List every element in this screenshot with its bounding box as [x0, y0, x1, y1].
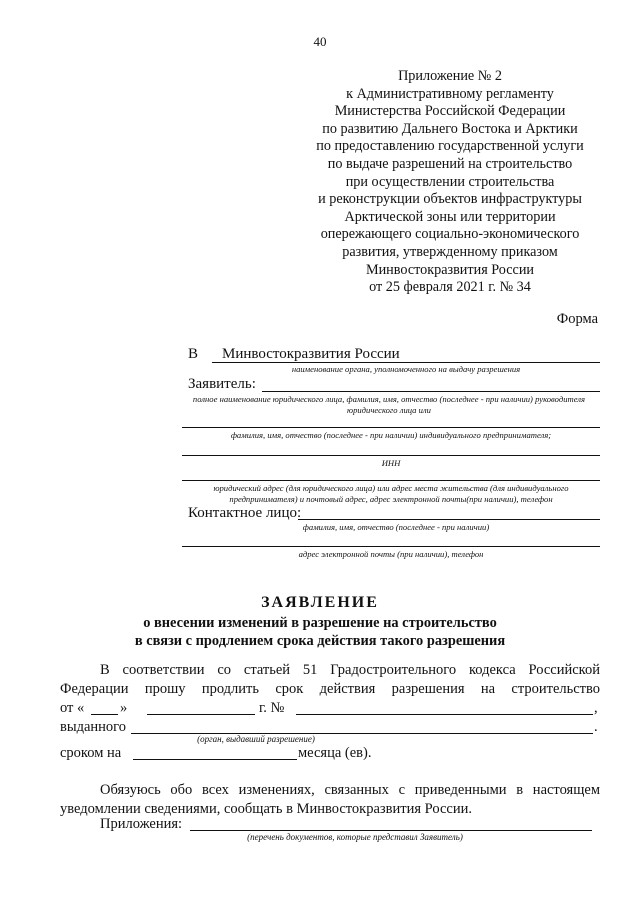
- to-caption: наименование органа, уполномоченного на выдачу разрешения: [291, 364, 521, 374]
- permit-number-field[interactable]: [296, 714, 593, 715]
- body-p2-line1: Обязуюсь обо всех изменениях, связанных с приведенными в настоящем: [100, 782, 600, 798]
- contact-email-line[interactable]: [182, 546, 600, 547]
- form-label: Форма: [556, 311, 598, 327]
- date-field[interactable]: [147, 714, 255, 715]
- appendix-line: по предоставлению государственной услуги: [316, 138, 584, 155]
- body-p1-line2: Федерации прошу продлить срок действия разрешения на строительство: [60, 681, 600, 697]
- to-line[interactable]: [212, 362, 600, 363]
- appendix-line: от 25 февраля 2021 г. № 34: [369, 279, 531, 296]
- from-label: от «: [60, 700, 85, 716]
- year-label: г. №: [259, 700, 285, 716]
- contact-line[interactable]: [298, 519, 600, 520]
- inn-caption: ИНН: [381, 458, 401, 468]
- body-p1-line1: В соответствии со статьей 51 Градостроительного кодекса Российской: [100, 662, 600, 678]
- ip-caption: фамилия, имя, отчество (последнее - при наличии) индивидуального предпринимателя;: [230, 430, 552, 440]
- to-prefix: В: [188, 346, 199, 362]
- appendix-line: Минвостокразвития России: [365, 261, 535, 278]
- appendix-line: и реконструкции объектов инфраструктуры: [318, 191, 582, 208]
- contact-label: Контактное лицо:: [188, 505, 302, 521]
- term-label: сроком на: [60, 745, 122, 761]
- contact-email-caption: адрес электронной почты (при наличии), телефон: [298, 549, 484, 559]
- attachments-field[interactable]: [190, 830, 592, 831]
- page-number: 40: [313, 34, 327, 49]
- period: .: [594, 719, 598, 735]
- appendix-block: [300, 68, 600, 297]
- address-caption: юридический адрес (для юридического лица) или адрес места жительства (для индивидуального предпринимателя) и почтовый адрес, адрес электронной почты(при наличии), телефон: [213, 483, 569, 504]
- appendix-line: Арктической зоны или территории: [344, 208, 556, 225]
- appendix-line: по развитию Дальнего Востока и Арктики: [322, 120, 578, 137]
- applicant-label: Заявитель:: [188, 376, 256, 392]
- appendix-line: по выдаче разрешений на строительство: [327, 155, 573, 172]
- document-title: ЗАЯВЛЕНИЕ: [261, 594, 379, 611]
- contact-caption: фамилия, имя, отчество (последнее - при наличии): [302, 522, 490, 532]
- appendix-line: опережающего социально-экономического: [320, 226, 580, 243]
- appendix-line: при осуществлении строительства: [345, 173, 555, 190]
- issued-label: выданного: [60, 719, 127, 735]
- body-p2-line2: уведомлении сведениями, сообщать в Минвостокразвития России.: [60, 801, 472, 817]
- term-field[interactable]: [133, 759, 297, 760]
- comma: ,: [594, 700, 598, 716]
- applicant-line[interactable]: [262, 391, 600, 392]
- issued-caption: (орган, выдавший разрешение): [197, 734, 315, 744]
- document-subtitle: о внесении изменений в разрешение на строительство в связи с продлением срока действия такого разрешения: [134, 615, 506, 649]
- appendix-line: развития, утвержденному приказом: [342, 243, 558, 260]
- appendix-line: Министерства Российской Федерации: [334, 103, 566, 120]
- day-field[interactable]: [91, 714, 118, 715]
- months-label: месяца (ев).: [298, 745, 372, 761]
- attachments-caption: (перечень документов, которые представил Заявитель): [247, 832, 463, 842]
- from-close: »: [120, 700, 128, 716]
- applicant-caption: полное наименование юридического лица, фамилия, имя, отчество (последнее - при наличии) руководителя юридического лица или: [192, 394, 586, 415]
- appendix-line: к Административному регламенту: [346, 85, 554, 102]
- ip-line[interactable]: [182, 427, 600, 428]
- address-line[interactable]: [182, 480, 600, 481]
- inn-line[interactable]: [182, 455, 600, 456]
- appendix-line: Приложение № 2: [398, 68, 502, 84]
- to-value: Минвостокразвития России: [222, 346, 400, 362]
- attachments-label: Приложения:: [100, 816, 183, 832]
